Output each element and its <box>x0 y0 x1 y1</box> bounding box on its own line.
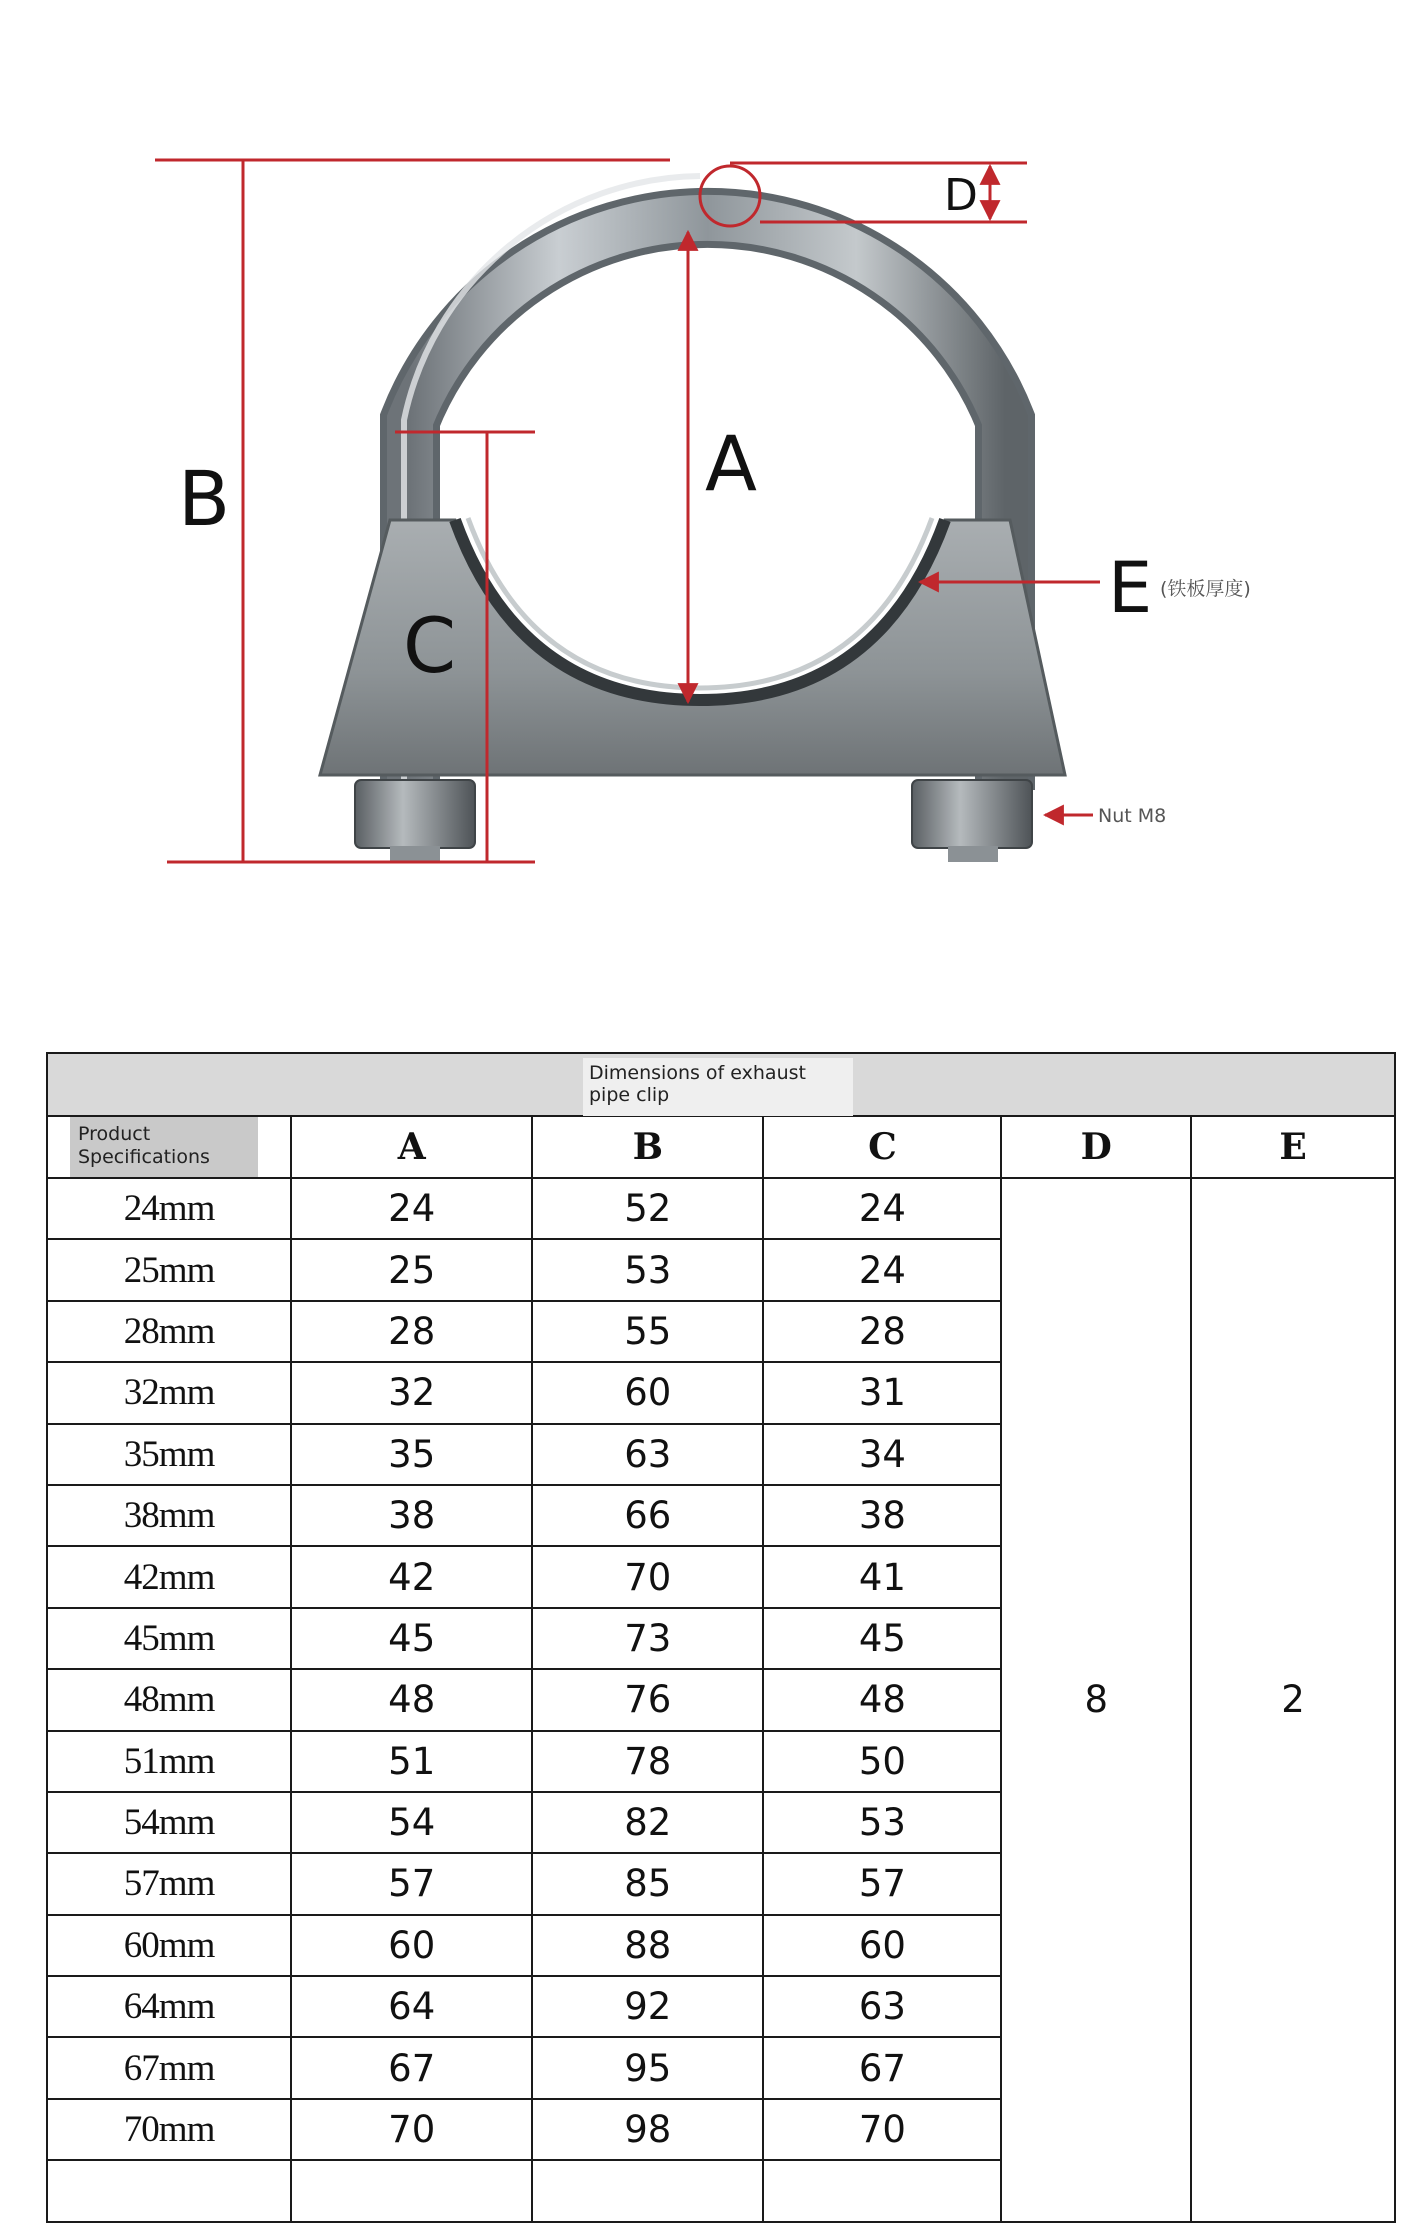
header-spec <box>47 1116 291 1178</box>
a-cell: 38 <box>291 1485 532 1546</box>
label-e-note: (铁板厚度) <box>1160 578 1251 600</box>
header-c: C <box>763 1116 1001 1178</box>
c-cell: 48 <box>763 1669 1001 1730</box>
a-cell: 32 <box>291 1362 532 1423</box>
d-value-cell: 8 <box>1001 1178 1191 2222</box>
c-cell: 45 <box>763 1608 1001 1669</box>
a-cell: 51 <box>291 1731 532 1792</box>
b-cell: 76 <box>532 1669 763 1730</box>
a-cell: 28 <box>291 1301 532 1362</box>
header-a: A <box>291 1116 532 1178</box>
spec-cell: 25mm <box>47 1239 291 1300</box>
a-cell: 48 <box>291 1669 532 1730</box>
empty-cell <box>291 2160 532 2221</box>
b-cell: 73 <box>532 1608 763 1669</box>
nut-left <box>355 780 475 862</box>
spec-cell: 67mm <box>47 2037 291 2098</box>
label-e: E <box>1108 547 1153 629</box>
a-cell: 45 <box>291 1608 532 1669</box>
header-b: B <box>532 1116 763 1178</box>
a-cell: 67 <box>291 2037 532 2098</box>
table-title-cell <box>47 1053 1395 1116</box>
clamp-dimension-diagram <box>0 0 1407 960</box>
label-b: B <box>178 454 231 543</box>
header-d: D <box>1001 1116 1191 1178</box>
c-cell: 67 <box>763 2037 1001 2098</box>
table-title-row <box>47 1053 1395 1116</box>
c-cell: 60 <box>763 1915 1001 1976</box>
spec-cell: 60mm <box>47 1915 291 1976</box>
e-value-cell: 2 <box>1191 1178 1395 2222</box>
a-cell: 57 <box>291 1853 532 1914</box>
table-title: Dimensions of exhaust pipe clip <box>583 1058 853 1116</box>
label-d: D <box>944 170 978 221</box>
a-cell: 35 <box>291 1424 532 1485</box>
spec-cell: 45mm <box>47 1608 291 1669</box>
b-cell: 98 <box>532 2099 763 2160</box>
a-cell: 70 <box>291 2099 532 2160</box>
header-spec-label: Product Specifications <box>70 1117 258 1177</box>
dimension-table <box>46 1052 1396 2223</box>
c-cell: 31 <box>763 1362 1001 1423</box>
spec-cell: 48mm <box>47 1669 291 1730</box>
spec-cell: 28mm <box>47 1301 291 1362</box>
table-row <box>47 1178 1395 1239</box>
b-cell: 92 <box>532 1976 763 2037</box>
a-cell: 64 <box>291 1976 532 2037</box>
b-cell: 63 <box>532 1424 763 1485</box>
empty-cell <box>763 2160 1001 2221</box>
c-cell: 24 <box>763 1239 1001 1300</box>
spec-cell: 64mm <box>47 1976 291 2037</box>
spec-cell: 51mm <box>47 1731 291 1792</box>
c-cell: 50 <box>763 1731 1001 1792</box>
c-cell: 34 <box>763 1424 1001 1485</box>
spec-cell: 54mm <box>47 1792 291 1853</box>
nut-right <box>912 780 1032 862</box>
a-cell: 25 <box>291 1239 532 1300</box>
spec-cell: 38mm <box>47 1485 291 1546</box>
c-cell: 70 <box>763 2099 1001 2160</box>
spec-cell: 70mm <box>47 2099 291 2160</box>
b-cell: 66 <box>532 1485 763 1546</box>
b-cell: 53 <box>532 1239 763 1300</box>
a-cell: 42 <box>291 1546 532 1607</box>
b-cell: 85 <box>532 1853 763 1914</box>
b-cell: 82 <box>532 1792 763 1853</box>
a-cell: 54 <box>291 1792 532 1853</box>
c-cell: 41 <box>763 1546 1001 1607</box>
header-e: E <box>1191 1116 1395 1178</box>
c-cell: 53 <box>763 1792 1001 1853</box>
b-cell: 78 <box>532 1731 763 1792</box>
label-nut: Nut M8 <box>1098 805 1167 827</box>
spec-cell: 32mm <box>47 1362 291 1423</box>
a-cell: 60 <box>291 1915 532 1976</box>
c-cell: 28 <box>763 1301 1001 1362</box>
b-cell: 60 <box>532 1362 763 1423</box>
c-cell: 63 <box>763 1976 1001 2037</box>
empty-cell <box>532 2160 763 2221</box>
c-cell: 57 <box>763 1853 1001 1914</box>
empty-cell <box>47 2160 291 2221</box>
spec-cell: 24mm <box>47 1178 291 1239</box>
table-header-row <box>47 1116 1395 1178</box>
label-c: C <box>403 601 457 690</box>
spec-cell: 42mm <box>47 1546 291 1607</box>
b-cell: 70 <box>532 1546 763 1607</box>
spec-cell: 35mm <box>47 1424 291 1485</box>
spec-cell: 57mm <box>47 1853 291 1914</box>
label-a: A <box>705 419 757 508</box>
b-cell: 95 <box>532 2037 763 2098</box>
c-cell: 38 <box>763 1485 1001 1546</box>
a-cell: 24 <box>291 1178 532 1239</box>
b-cell: 55 <box>532 1301 763 1362</box>
c-cell: 24 <box>763 1178 1001 1239</box>
b-cell: 88 <box>532 1915 763 1976</box>
b-cell: 52 <box>532 1178 763 1239</box>
